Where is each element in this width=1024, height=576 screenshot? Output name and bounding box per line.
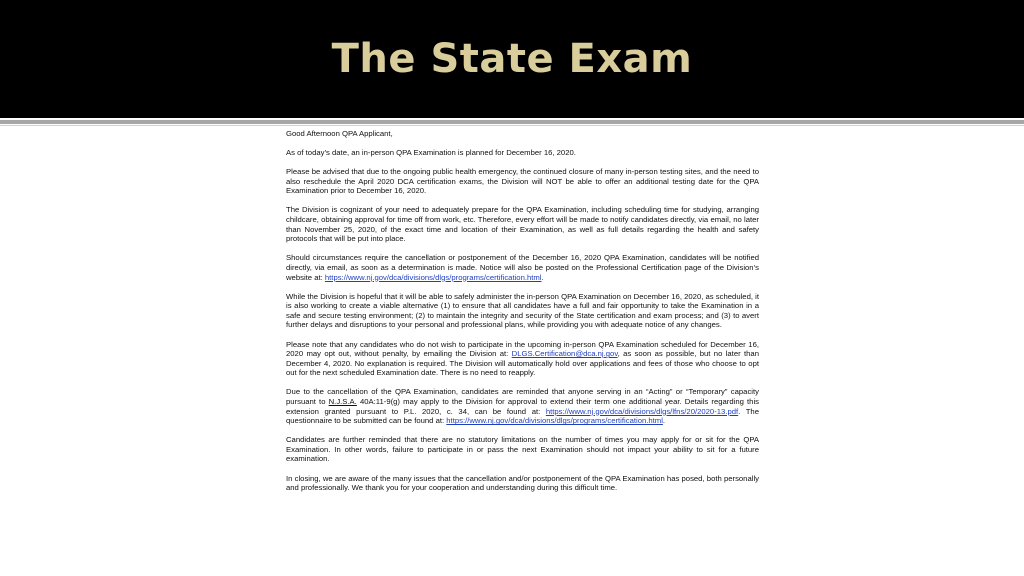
notice-pdf-link[interactable]: https://www.nj.gov/dca/divisions/dlgs/lfns/20/2020-13.pdf	[545, 406, 739, 416]
statute-reference: N.J.S.A.	[328, 396, 357, 406]
paragraph-4-text: Should circumstances require the cancellation or postponement of the December 16, 2020 QPA Examination, candidates will be notified directly, via email, as soon as a determination is made. Notice will also be posted on the Professional Certification page of the Division’s website at:	[286, 253, 759, 282]
division-email-link[interactable]: DLGS.Certification@dca.nj.gov	[511, 349, 618, 359]
title-banner	[0, 0, 1024, 118]
divider	[0, 120, 1024, 124]
paragraph-4-end: .	[541, 272, 544, 282]
paragraph-7	[286, 387, 759, 425]
paragraph-1: As of today’s date, an in-person QPA Examination is planned for December 16, 2020.	[286, 148, 576, 158]
paragraph-5: While the Division is hopeful that it will be able to safely administer the in-person QPA Examination on December 16, 2020, as scheduled, it is also working to create a viable alternative (1) to ensure that all candidates have a full and fair opportunity to take the Examination in a safe and secure testing environment; (2) to maintain the integrity and security of the State certification and exam process; and (3) to avert further delays and disruptions to your personal and professional plans, while providing you with adequate notice of any changes.	[286, 291, 759, 330]
greeting: Good Afternoon QPA Applicant,	[286, 129, 393, 138]
paragraph-9: In closing, we are aware of the many issues that the cancellation and/or postponement of the QPA Examination has posed, both personally and professionally. We thank you for your cooperation and understanding during this difficult time.	[286, 473, 759, 493]
paragraph-2: Please be advised that due to the ongoing public health emergency, the continued closure of many in-person testing sites, and the need to also reschedule the April 2020 DCA certification exams, the Division will NOT be able to offer an additional testing date for the QPA Examination prior to December 16, 2020.	[286, 167, 759, 196]
letter-body	[286, 129, 759, 502]
questionnaire-link[interactable]: https://www.nj.gov/dca/divisions/dlgs/programs/certification.html	[446, 416, 663, 426]
paragraph-6-end: , as soon as possible, but no later than December 4, 2020. No explanation is required. The Division will automatically hold over applications and fees of those who choose to opt out for the next scheduled Examination date. There is no need to reapply.	[286, 349, 759, 378]
paragraph-4	[286, 253, 759, 282]
divider-thin	[0, 125, 1024, 126]
paragraph-6	[286, 340, 759, 378]
certification-page-link[interactable]: https://www.nj.gov/dca/divisions/dlgs/programs/certification.html	[324, 272, 542, 282]
paragraph-7-end: .	[662, 416, 666, 426]
paragraph-7-b: 40A:11-9(g) may apply to the Division for approval to extend their term one additional year. Details regarding this extension granted pursuant to P.L. 2020, c. 34, can be found at:	[286, 396, 759, 416]
paragraph-3: The Division is cognizant of your need to adequately prepare for the QPA Examination, including scheduling time for studying, arranging childcare, obtaining approval for time off from work, etc. Therefore, every effort will be made to notify candidates directly, via email, no later than November 25, 2020, of the exact time and location of their Examination, as well as full details regarding the health and safety protocols that will be put into place.	[286, 205, 759, 244]
slide-title: The State Exam	[331, 36, 693, 82]
paragraph-8: Candidates are further reminded that there are no statutory limitations on the number of times you may apply for or sit for the QPA Examination. In other words, failure to participate in or pass the next Examination should not impact your ability to sit for a future examination.	[286, 435, 759, 464]
paragraph-7-c: . The questionnaire to be submitted can be found at:	[286, 406, 759, 426]
paragraph-7-a: Due to the cancellation of the QPA Examination, candidates are reminded that anyone serving in an “Acting” or “Temporary” capacity pursuant to	[286, 387, 759, 406]
paragraph-6-text: Please note that any candidates who do not wish to participate in the upcoming in-person QPA Examination scheduled for December 16, 2020 may opt out, without penalty, by emailing the Division at:	[286, 339, 759, 359]
